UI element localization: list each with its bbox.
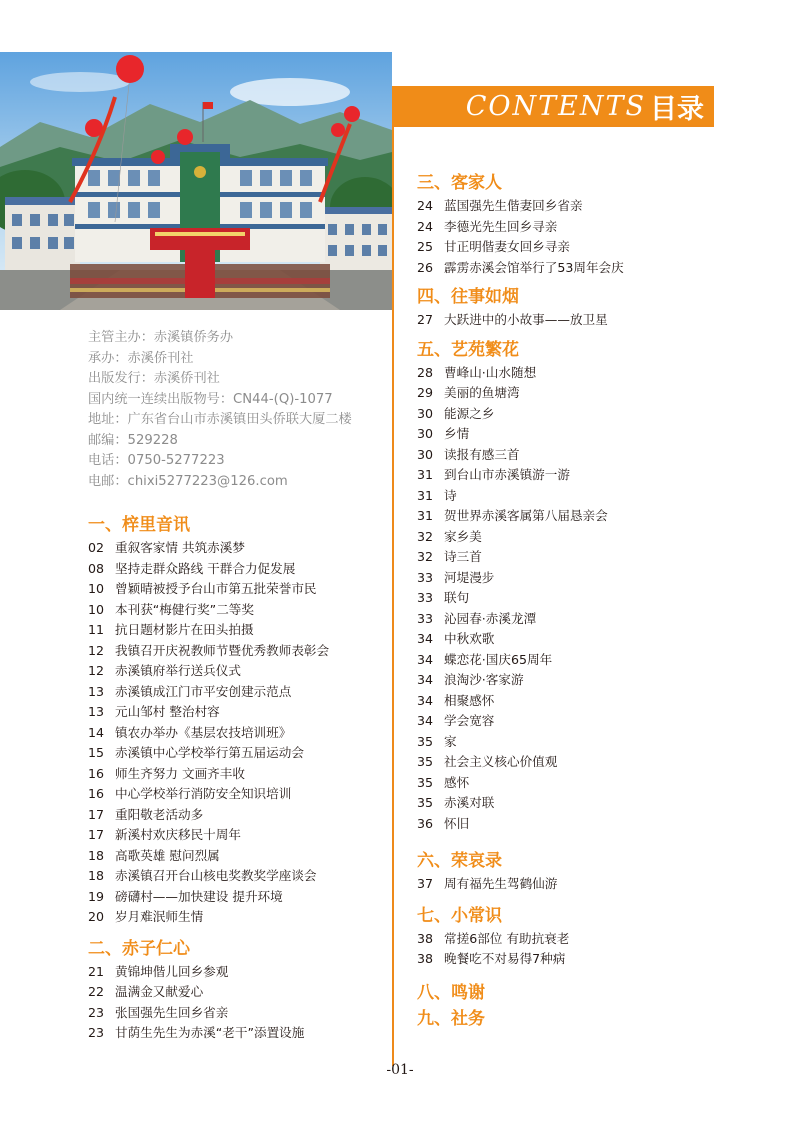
toc-page-number: 35 bbox=[417, 754, 434, 769]
toc-entry-title: 联句 bbox=[444, 590, 470, 605]
toc-page-number: 34 bbox=[417, 692, 434, 708]
toc-entry bbox=[88, 641, 388, 662]
toc-entry-title: 蝶恋花·国庆65周年 bbox=[444, 651, 553, 667]
toc-entry bbox=[88, 846, 388, 867]
toc-page-number: 16 bbox=[88, 765, 105, 781]
toc-entry bbox=[88, 1003, 388, 1024]
section-title: 三、客家人 bbox=[417, 173, 502, 193]
toc-page-number: 10 bbox=[88, 601, 105, 617]
toc-page-number: 14 bbox=[88, 724, 105, 740]
section-title: 八、鸣谢 bbox=[417, 982, 485, 1003]
toc-page-number: 25 bbox=[417, 239, 434, 254]
toc-entry bbox=[417, 609, 717, 630]
toc-entry bbox=[417, 773, 717, 794]
contents-title-en: CONTENTS bbox=[465, 90, 646, 122]
toc-entry bbox=[417, 217, 717, 238]
toc-entry-title: 重叙客家情 共筑赤溪梦 bbox=[115, 540, 245, 555]
toc-page-number: 33 bbox=[417, 590, 434, 605]
page-number: -01- bbox=[386, 1062, 414, 1078]
toc-entry-title: 浪淘沙·客家游 bbox=[444, 672, 524, 687]
toc-left-column bbox=[88, 512, 388, 1044]
toc-page-number: 35 bbox=[417, 733, 434, 749]
toc-entry-title: 师生齐努力 文画齐丰收 bbox=[115, 765, 245, 781]
toc-page-number: 35 bbox=[417, 795, 434, 810]
toc-page-number: 17 bbox=[88, 806, 105, 822]
toc-entry-title: 学会宽容 bbox=[444, 713, 495, 728]
toc-page-number: 35 bbox=[417, 774, 434, 790]
toc-entry-title: 岁月难泯师生情 bbox=[115, 909, 204, 924]
toc-entry-title: 周有福先生驾鹤仙游 bbox=[444, 876, 558, 891]
toc-entry bbox=[417, 929, 717, 950]
toc-entry bbox=[417, 588, 717, 609]
toc-entry bbox=[88, 559, 388, 580]
toc-page-number: 32 bbox=[417, 549, 434, 564]
toc-entry bbox=[417, 258, 717, 279]
toc-page-number: 18 bbox=[88, 868, 105, 883]
toc-entry-title: 读报有感三首 bbox=[444, 446, 520, 462]
toc-entry-title: 曾颖晴被授予台山市第五批荣誉市民 bbox=[115, 581, 317, 596]
toc-entry-title: 感怀 bbox=[444, 774, 470, 790]
toc-page-number: 12 bbox=[88, 663, 105, 678]
info-phone: 电话：0750-5277223 bbox=[88, 453, 225, 468]
toc-entry bbox=[417, 237, 717, 258]
banner-divider bbox=[392, 125, 714, 127]
toc-entry bbox=[417, 363, 717, 384]
toc-entry bbox=[88, 805, 388, 826]
info-email: 电邮：chixi5277223@126.com bbox=[88, 473, 288, 489]
toc-entry bbox=[417, 547, 717, 568]
section-items bbox=[417, 196, 717, 278]
section-title: 五、艺苑繁花 bbox=[417, 339, 519, 360]
toc-entry bbox=[88, 1023, 388, 1044]
toc-entry-title: 高歌英雄 慰问烈属 bbox=[115, 847, 220, 863]
toc-entry-title: 社会主义核心价值观 bbox=[444, 754, 558, 769]
toc-entry-title: 坚持走群众路线 干群合力促发展 bbox=[115, 560, 296, 576]
cover-photo bbox=[0, 52, 392, 310]
toc-page-number: 30 bbox=[417, 446, 434, 462]
toc-entry bbox=[88, 702, 388, 723]
toc-page-number: 11 bbox=[88, 622, 105, 637]
toc-entry-title: 美丽的鱼塘湾 bbox=[444, 385, 520, 400]
toc-entry-title: 新溪村欢庆移民十周年 bbox=[115, 827, 241, 842]
toc-page-number: 24 bbox=[417, 218, 434, 234]
toc-entry bbox=[88, 962, 388, 983]
toc-page-number: 22 bbox=[88, 984, 105, 999]
section-items bbox=[417, 363, 717, 835]
toc-entry bbox=[417, 814, 717, 835]
section-title: 六、荣哀录 bbox=[417, 851, 502, 871]
toc-entry-title: 赤溪镇府举行送兵仪式 bbox=[115, 663, 241, 678]
toc-entry-title: 磅礴村——加快建设 提升环境 bbox=[115, 888, 283, 904]
info-serial-number: 国内统一连续出版物号：CN44-(Q)-1077 bbox=[88, 391, 333, 407]
info-sponsor: 主管主办：赤溪镇侨务办 bbox=[88, 330, 234, 345]
toc-entry-title: 乡情 bbox=[444, 426, 470, 441]
toc-entry bbox=[88, 907, 388, 928]
toc-page-number: 34 bbox=[417, 651, 434, 667]
toc-page-number: 38 bbox=[417, 930, 434, 946]
toc-entry-title: 曹峰山·山水随想 bbox=[444, 364, 537, 380]
toc-entry-title: 甘荫生先生为赤溪“老干”添置设施 bbox=[115, 1025, 305, 1040]
toc-page-number: 29 bbox=[417, 385, 434, 400]
toc-entry-title: 抗日题材影片在田头拍摄 bbox=[115, 622, 254, 637]
toc-entry bbox=[88, 600, 388, 621]
toc-entry bbox=[88, 887, 388, 908]
toc-entry bbox=[88, 538, 388, 559]
toc-entry-title: 镇农办举办《基层农技培训班》 bbox=[115, 724, 292, 740]
toc-entry-title: 常搓6部位 有助抗衰老 bbox=[444, 930, 570, 946]
toc-page-number: 30 bbox=[417, 426, 434, 441]
toc-entry bbox=[417, 424, 717, 445]
toc-entry bbox=[417, 629, 717, 650]
column-divider bbox=[392, 126, 394, 1066]
toc-entry bbox=[417, 793, 717, 814]
section-title: 二、赤子仁心 bbox=[88, 938, 190, 959]
toc-page-number: 30 bbox=[417, 405, 434, 421]
toc-page-number: 38 bbox=[417, 951, 434, 966]
toc-page-number: 18 bbox=[88, 847, 105, 863]
toc-entry bbox=[417, 949, 717, 970]
toc-entry-title: 我镇召开庆祝教师节暨优秀教师表彰会 bbox=[115, 642, 330, 658]
toc-entry-title: 李德光先生回乡寻亲 bbox=[444, 218, 558, 234]
toc-entry bbox=[88, 743, 388, 764]
toc-page-number: 34 bbox=[417, 713, 434, 728]
publisher-info bbox=[88, 328, 388, 492]
toc-entry bbox=[417, 691, 717, 712]
toc-entry-title: 相聚感怀 bbox=[444, 692, 495, 708]
toc-entry bbox=[88, 825, 388, 846]
toc-page-number: 33 bbox=[417, 610, 434, 626]
toc-entry bbox=[417, 383, 717, 404]
toc-entry-title: 中心学校举行消防安全知识培训 bbox=[115, 786, 292, 801]
toc-entry-title: 蓝国强先生偕妻回乡省亲 bbox=[444, 198, 583, 213]
toc-entry bbox=[417, 310, 717, 331]
toc-page-number: 23 bbox=[88, 1025, 105, 1040]
section-items bbox=[88, 538, 388, 928]
toc-entry-title: 家 bbox=[444, 733, 457, 749]
toc-entry-title: 到台山市赤溪镇游一游 bbox=[444, 467, 570, 482]
toc-page-number: 13 bbox=[88, 704, 105, 719]
toc-entry bbox=[417, 650, 717, 671]
toc-page-number: 31 bbox=[417, 467, 434, 482]
toc-entry-title: 诗三首 bbox=[444, 549, 482, 564]
toc-entry bbox=[417, 568, 717, 589]
toc-entry bbox=[88, 784, 388, 805]
toc-entry-title: 怀旧 bbox=[444, 815, 470, 831]
toc-entry bbox=[417, 527, 717, 548]
section-items bbox=[417, 874, 717, 895]
section-title: 四、往事如烟 bbox=[417, 287, 519, 307]
toc-entry-title: 黄锦坤偕儿回乡参观 bbox=[115, 963, 229, 979]
toc-entry bbox=[88, 661, 388, 682]
toc-page-number: 13 bbox=[88, 683, 105, 699]
toc-page-number: 31 bbox=[417, 487, 434, 503]
toc-entry bbox=[88, 682, 388, 703]
toc-entry bbox=[417, 486, 717, 507]
toc-page-number: 28 bbox=[417, 364, 434, 380]
toc-page-number: 23 bbox=[88, 1004, 105, 1020]
toc-page-number: 31 bbox=[417, 508, 434, 523]
toc-entry-title: 甘正明偕妻女回乡寻亲 bbox=[444, 239, 570, 254]
toc-entry-title: 能源之乡 bbox=[444, 405, 495, 421]
toc-page-number: 08 bbox=[88, 560, 105, 576]
toc-entry-title: 霹雳赤溪会馆举行了53周年会庆 bbox=[444, 259, 624, 275]
toc-entry-title: 张国强先生回乡省亲 bbox=[115, 1004, 229, 1020]
toc-page-number: 34 bbox=[417, 672, 434, 687]
toc-entry-title: 中秋欢歌 bbox=[444, 631, 495, 646]
toc-page-number: 26 bbox=[417, 259, 434, 275]
celebration-scene-illustration bbox=[0, 52, 392, 310]
toc-page-number: 20 bbox=[88, 909, 105, 924]
toc-entry bbox=[417, 196, 717, 217]
section-title: 一、梓里音讯 bbox=[88, 515, 190, 535]
toc-page-number: 24 bbox=[417, 198, 434, 213]
info-publisher: 出版发行：赤溪侨刊社 bbox=[88, 371, 220, 386]
toc-entry bbox=[417, 711, 717, 732]
toc-entry-title: 本刊获“梅健行奖”二等奖 bbox=[115, 601, 254, 617]
toc-entry bbox=[88, 620, 388, 641]
toc-entry bbox=[88, 982, 388, 1003]
toc-page-number: 12 bbox=[88, 642, 105, 658]
toc-entry bbox=[417, 404, 717, 425]
toc-entry-title: 晚餐吃不对易得7种病 bbox=[444, 951, 566, 966]
toc-entry-title: 重阳敬老活动多 bbox=[115, 806, 204, 822]
toc-entry bbox=[88, 866, 388, 887]
toc-entry-title: 赤溪镇召开台山核电奖教奖学座谈会 bbox=[115, 868, 317, 883]
section-title: 七、小常识 bbox=[417, 905, 502, 926]
toc-entry-title: 赤溪镇中心学校举行第五届运动会 bbox=[115, 745, 304, 760]
section-items bbox=[417, 310, 717, 331]
toc-entry-title: 沁园春·赤溪龙潭 bbox=[444, 610, 537, 626]
toc-page-number: 32 bbox=[417, 528, 434, 544]
toc-entry bbox=[88, 723, 388, 744]
toc-entry-title: 大跃进中的小故事——放卫星 bbox=[444, 312, 608, 327]
toc-entry bbox=[417, 465, 717, 486]
toc-entry bbox=[417, 732, 717, 753]
toc-entry bbox=[417, 506, 717, 527]
toc-entry-title: 贺世界赤溪客属第八届恳亲会 bbox=[444, 508, 608, 523]
toc-entry-title: 诗 bbox=[444, 487, 457, 503]
toc-page-number: 21 bbox=[88, 963, 105, 979]
section-title: 九、社务 bbox=[417, 1008, 485, 1029]
toc-right-column bbox=[417, 170, 717, 1032]
toc-entry-title: 赤溪对联 bbox=[444, 795, 495, 810]
toc-page-number: 37 bbox=[417, 876, 434, 891]
info-postcode: 邮编：529228 bbox=[88, 432, 178, 448]
toc-page-number: 02 bbox=[88, 540, 105, 555]
contents-banner bbox=[392, 86, 714, 126]
toc-page-number: 17 bbox=[88, 827, 105, 842]
toc-page-number: 36 bbox=[417, 815, 434, 831]
toc-entry bbox=[417, 874, 717, 895]
section-items bbox=[417, 929, 717, 970]
toc-entry bbox=[417, 445, 717, 466]
toc-page-number: 33 bbox=[417, 569, 434, 585]
toc-page-number: 15 bbox=[88, 745, 105, 760]
toc-entry-title: 河堤漫步 bbox=[444, 569, 495, 585]
contents-title-cn: 目录 bbox=[650, 93, 704, 125]
toc-page-number: 19 bbox=[88, 888, 105, 904]
toc-entry-title: 温满金又献爱心 bbox=[115, 984, 204, 999]
toc-page-number: 34 bbox=[417, 631, 434, 646]
toc-entry bbox=[88, 764, 388, 785]
toc-entry bbox=[417, 752, 717, 773]
toc-entry bbox=[88, 579, 388, 600]
section-items bbox=[88, 962, 388, 1044]
toc-entry bbox=[417, 670, 717, 691]
toc-entry-title: 元山邹村 整治村容 bbox=[115, 704, 220, 719]
info-organizer: 承办：赤溪侨刊社 bbox=[88, 350, 194, 366]
toc-page-number: 27 bbox=[417, 312, 434, 327]
toc-entry-title: 赤溪镇成江门市平安创建示范点 bbox=[115, 683, 292, 699]
toc-entry-title: 家乡美 bbox=[444, 528, 482, 544]
toc-page-number: 10 bbox=[88, 581, 105, 596]
info-address: 地址：广东省台山市赤溪镇田头侨联大厦二楼 bbox=[88, 412, 352, 427]
toc-page-number: 16 bbox=[88, 786, 105, 801]
